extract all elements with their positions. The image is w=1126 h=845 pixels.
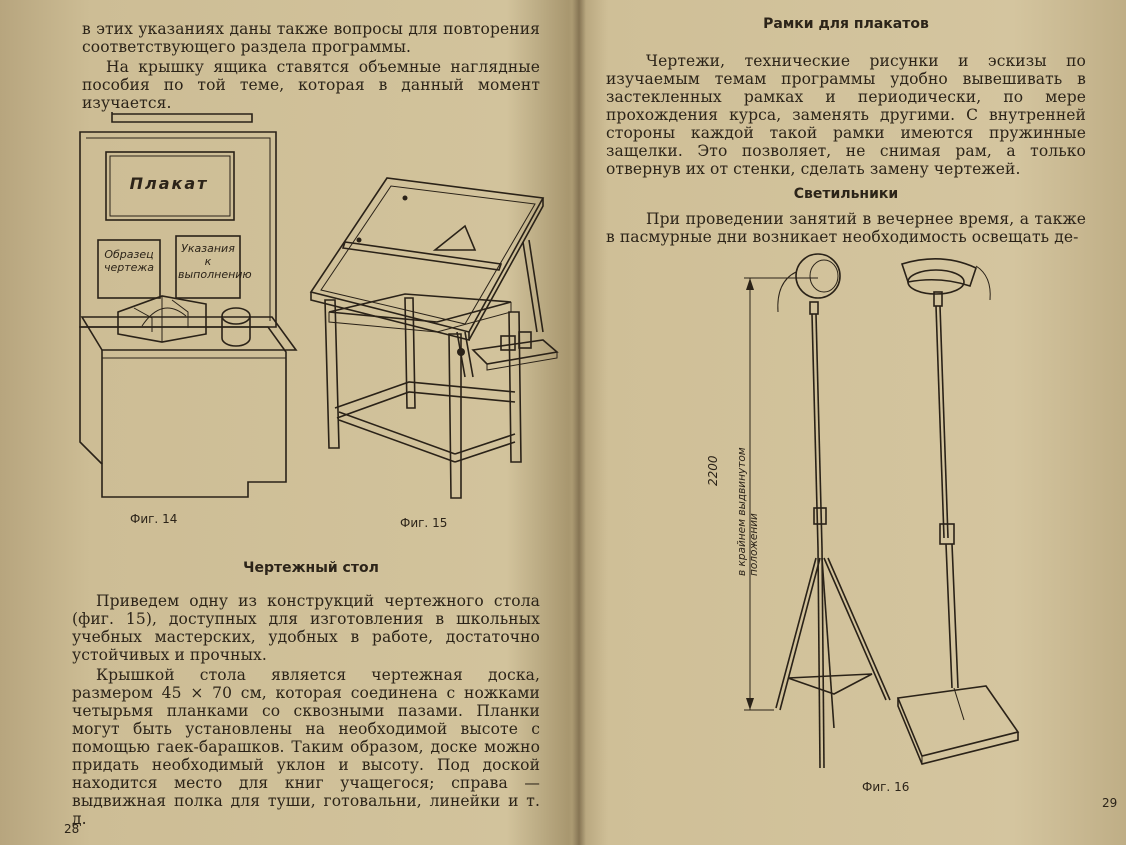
fig16-dimension-note: в крайнем выдвинутом положении (736, 447, 760, 576)
intro-paragraph-2: На крышку ящика ставятся объемные наглядные пособия по той теме, которая в данный момент изучается. (82, 58, 540, 112)
fig14-poster-label: Плакат (129, 174, 209, 193)
fig16-caption: Фиг. 16 (862, 780, 910, 794)
section-title-drafting-table: Чертежный стол (243, 560, 379, 576)
fig16-dimension: 2200 (706, 455, 720, 486)
fig15-illustration (305, 172, 565, 502)
body-paragraph-2: Крышкой стола является чертежная доска, размером 45 × 70 см, которая соединена с ножками четырьмя планками со сквозными пазами. Планки могут быть установлены на необходимой высоте с помощью гаек-барашков. Таким образом, доске можно придать необходимый уклон и высоту. Под доской находится место для книг учащегося; справа — выдвижная полка для туши, готовальни, линейки и т. д. (72, 666, 540, 828)
fig14-sample-label: Образец чертежа (103, 248, 155, 274)
paragraph-poster-frames: Чертежи, технические рисунки и эскизы по изучаемым темам программы удобно вывешивать в застекленных рамках и периодически, по мере прохождения курса, заменять другими. С внутренней стороны каждой такой рамки имеются пружинные защелки. Это позволяет, не снимая рам, а только отвернув их от стенки, сделать замену чертежей. (606, 52, 1086, 178)
fig14-instructions-label: Указания к выполнению (178, 242, 252, 281)
intro-paragraph-1: в этих указаниях даны также вопросы для повторения соответствующего раздела программы. (82, 20, 540, 56)
paragraph-lamps: При проведении занятий в вечернее время, а также в пасмурные дни возникает необходимость освещать де- (606, 210, 1086, 246)
fig14-caption: Фиг. 14 (130, 512, 178, 526)
fig14-illustration (72, 112, 312, 512)
right-page (586, 0, 1126, 845)
body-paragraph-1: Приведем одну из конструкций чертежного стола (фиг. 15), доступных для изготовления в школьных учебных мастерских, удобных в работе, достаточно устойчивых и прочных. (72, 592, 540, 664)
fig15-caption: Фиг. 15 (400, 516, 448, 530)
section-title-poster-frames: Рамки для плакатов (763, 16, 929, 32)
page-number-right: 29 (1102, 796, 1118, 810)
fig16-illustration (726, 248, 1066, 788)
section-title-lamps: Светильники (793, 186, 899, 202)
page-number-left: 28 (64, 822, 80, 836)
